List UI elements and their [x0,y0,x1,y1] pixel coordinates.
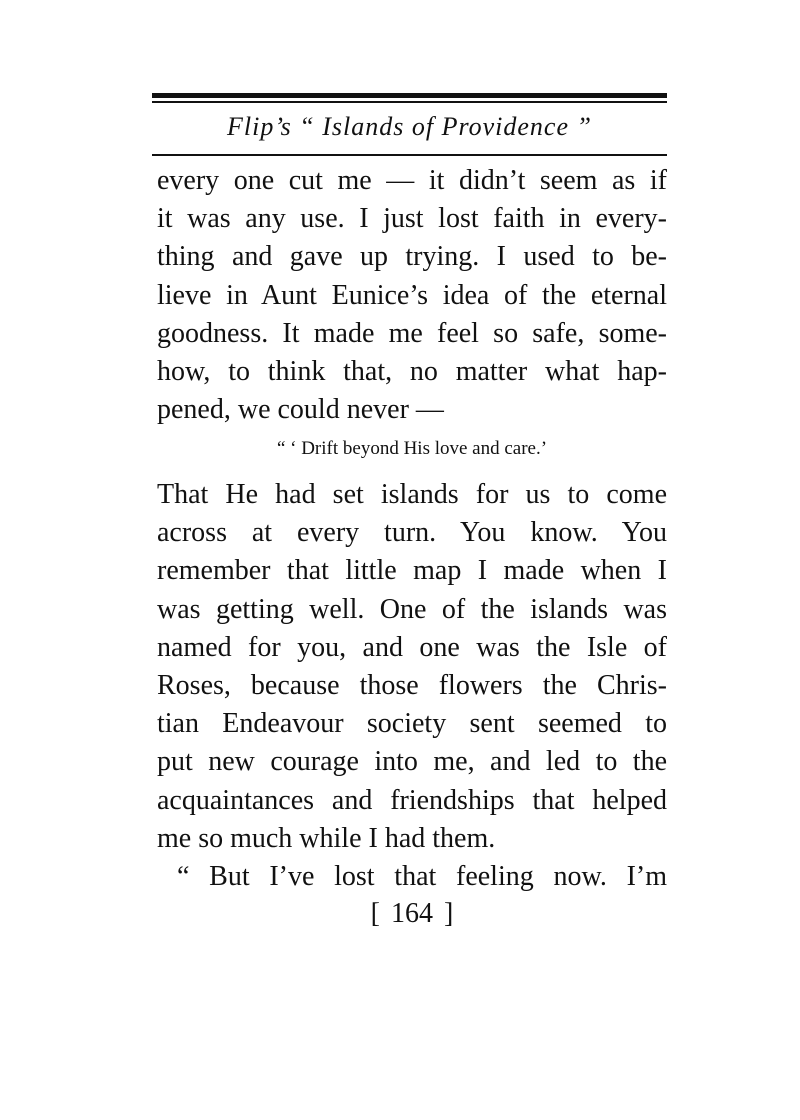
text-line: lieve in Aunt Eunice’s idea of the eternal [157,279,667,311]
text-line: acquaintances and friendships that helped [157,784,667,816]
text-line: put new courage into me, and led to the [157,746,667,778]
text-line: Roses, because those flowers the Chris- [157,669,667,701]
text-line: me so much while I had them. [157,822,496,854]
header-rule-thick [152,93,667,98]
page-number: [ 164 ] [370,898,454,929]
text-line: every one cut me — it didn’t seem as if [157,165,667,196]
text-line: tian Endeavour society sent seemed to [157,708,667,740]
paragraph-main [157,476,667,896]
text-line: That He had set islands for us to come [157,479,667,510]
text-line: “ But I’ve lost that feeling now. I’m [177,860,667,892]
text-line: thing and gave up trying. I used to be- [157,241,667,273]
header-rule-thin [152,101,667,103]
text-line: it was any use. I just lost faith in every- [157,203,667,235]
running-head: Flip’s “ Islands of Providence ” [227,112,592,141]
text-line: pened, we could never — [157,394,444,426]
text-line: goodness. It made me feel so safe, some- [157,317,667,349]
text-line: remember that little map I made when I [157,555,667,587]
paragraph-continued [157,162,667,429]
text-line: named for you, and one was the Isle of [157,631,667,663]
text-line: across at every turn. You know. You [157,517,667,549]
text-line: was getting well. One of the islands was [157,593,667,625]
verse-quotation: “ ‘ Drift beyond His love and care.’ [276,438,548,459]
header-rule-bottom [152,154,667,156]
text-line: how, to think that, no matter what hap- [157,355,667,387]
